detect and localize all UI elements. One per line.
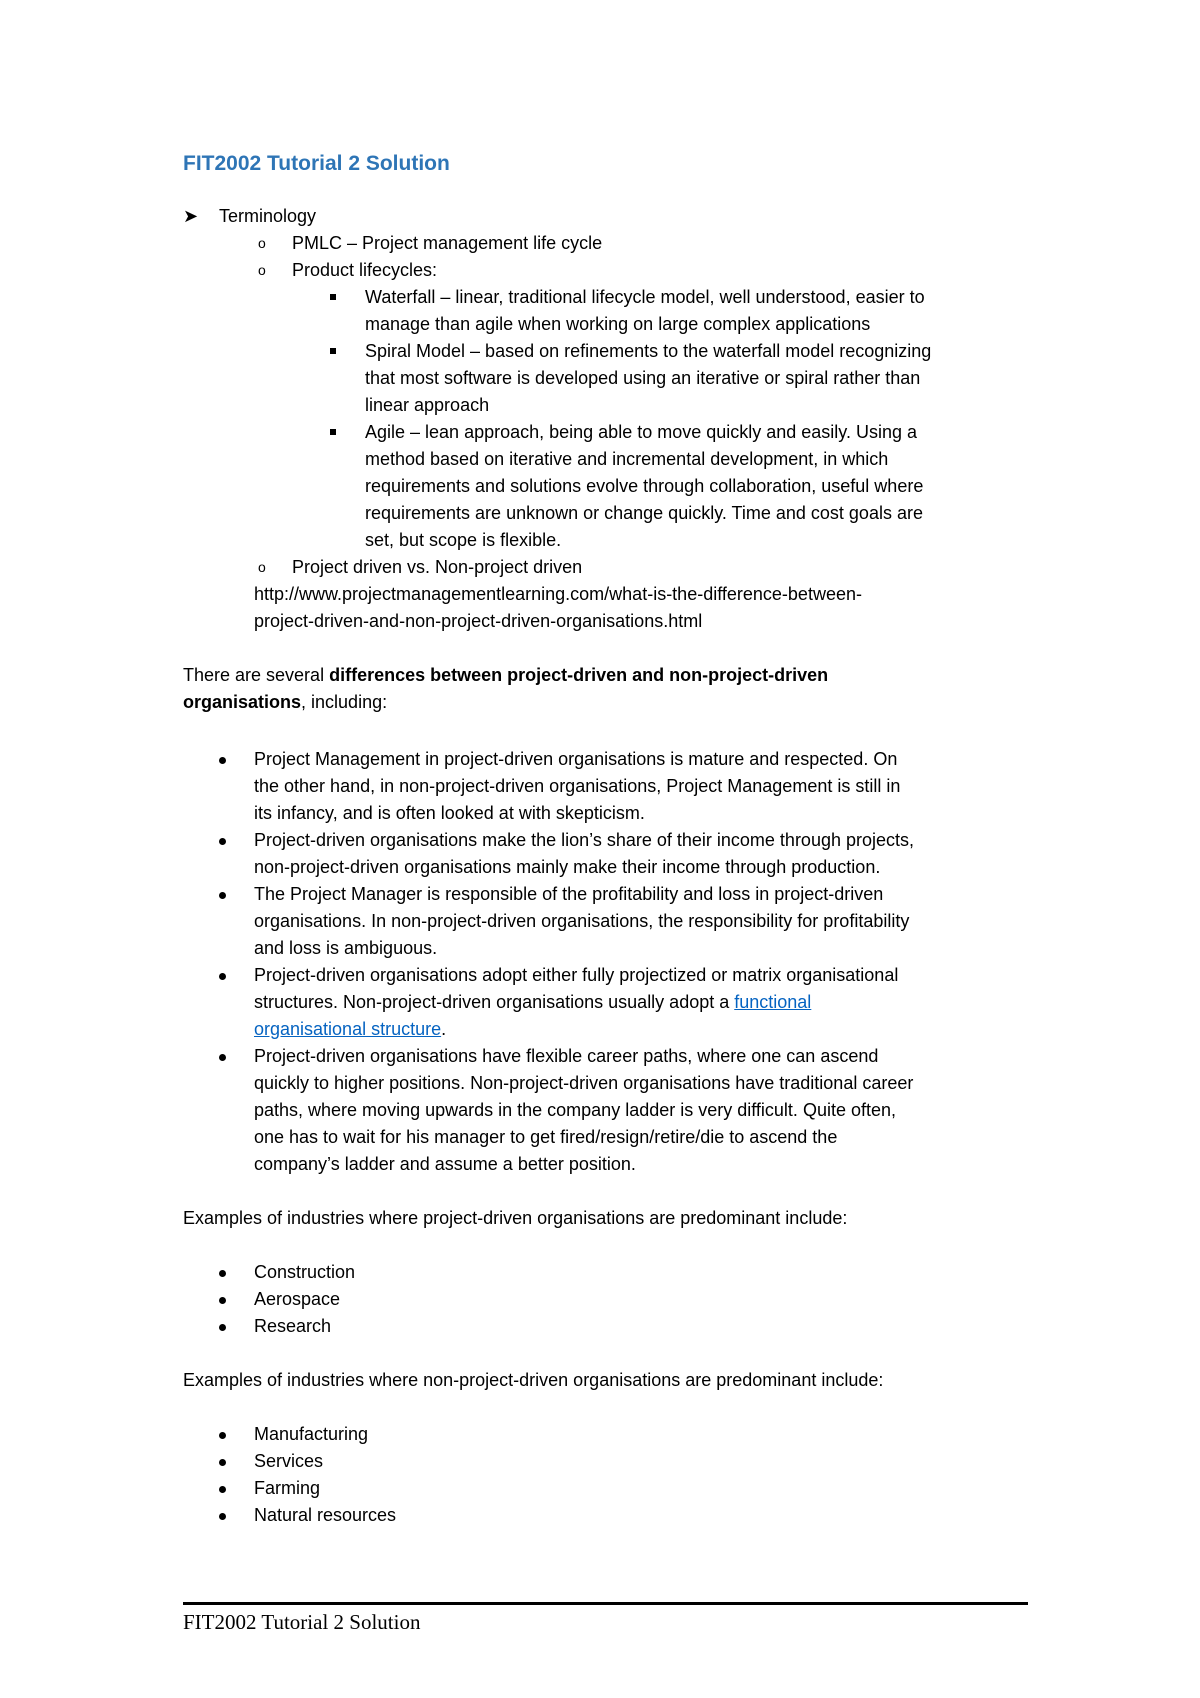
agile-line: requirements are unknown or change quickly. Time and cost goals are — [365, 503, 923, 523]
disc-bullet-icon — [219, 757, 226, 764]
difference-line: company’s ladder and assume a better position. — [254, 1154, 636, 1174]
square-bullet-icon — [330, 348, 336, 354]
footer-title: FIT2002 Tutorial 2 Solution — [183, 1610, 421, 1634]
intro-line-2 — [183, 689, 387, 716]
terminology-heading: Terminology — [219, 206, 317, 226]
circle-bullet-icon: o — [258, 262, 266, 278]
circle-bullet-icon: o — [258, 235, 266, 251]
difference-line: organisations. In non-project-driven organisations, the responsibility for profitability — [254, 911, 910, 931]
disc-bullet-icon — [219, 838, 226, 845]
list-item: Manufacturing — [254, 1424, 369, 1444]
list-item: Construction — [254, 1262, 356, 1282]
list-item: Farming — [254, 1478, 321, 1498]
intro-prefix: There are several — [183, 665, 330, 685]
difference-line: The Project Manager is responsible of the profitability and loss in project-driven — [254, 884, 884, 904]
difference-line: Project-driven organisations make the lion’s share of their income through projects, — [254, 830, 915, 850]
difference-line: one has to wait for his manager to get fired/resign/retire/die to ascend the — [254, 1127, 838, 1147]
difference-line — [254, 1016, 446, 1043]
disc-bullet-icon — [219, 973, 226, 980]
product-lifecycles-item: Product lifecycles: — [292, 260, 438, 280]
spiral-line: that most software is developed using an iterative or spiral rather than — [365, 368, 921, 388]
waterfall-line: manage than agile when working on large complex applications — [365, 314, 871, 334]
waterfall-line: Waterfall – linear, traditional lifecycle model, well understood, easier to — [365, 287, 925, 307]
disc-bullet-icon — [219, 1297, 226, 1304]
project-driven-item: Project driven vs. Non-project driven — [292, 557, 583, 577]
difference-line: Project-driven organisations have flexible career paths, where one can ascend — [254, 1046, 879, 1066]
disc-bullet-icon — [219, 892, 226, 899]
arrow-bullet-icon: ➤ — [183, 206, 199, 226]
pmlc-item: PMLC – Project management life cycle — [292, 233, 603, 253]
intro-line-1 — [183, 662, 828, 689]
functional-structure-link[interactable]: functional — [734, 992, 812, 1012]
difference-line: quickly to higher positions. Non-project-driven organisations have traditional career — [254, 1073, 914, 1093]
functional-structure-link[interactable]: organisational structure — [254, 1019, 442, 1039]
circle-bullet-icon: o — [258, 559, 266, 575]
difference-line: its infancy, and is often looked at with skepticism. — [254, 803, 645, 823]
spiral-line: linear approach — [365, 395, 490, 415]
reference-url-line: http://www.projectmanagementlearning.com/what-is-the-difference-between- — [254, 584, 862, 604]
agile-line: requirements and solutions evolve through collaboration, useful where — [365, 476, 924, 496]
agile-line: Agile – lean approach, being able to move quickly and easily. Using a — [365, 422, 918, 442]
list-item: Services — [254, 1451, 324, 1471]
agile-line: method based on iterative and incremental development, in which — [365, 449, 889, 469]
difference-line: Project-driven organisations adopt either fully projectized or matrix organisational — [254, 965, 899, 985]
intro-bold: differences between project-driven and non-project-driven — [329, 665, 829, 685]
square-bullet-icon — [330, 429, 336, 435]
intro-bold: organisations — [183, 692, 302, 712]
list-item: Aerospace — [254, 1289, 341, 1309]
spiral-line: Spiral Model – based on refinements to the waterfall model recognizing — [365, 341, 932, 361]
project-examples-heading: Examples of industries where project-driven organisations are predominant include: — [183, 1208, 848, 1228]
difference-line: Project Management in project-driven organisations is mature and respected. On — [254, 749, 898, 769]
difference-line: the other hand, in non-project-driven organisations, Project Management is still in — [254, 776, 901, 796]
square-bullet-icon — [330, 294, 336, 300]
agile-line: set, but scope is flexible. — [365, 530, 562, 550]
difference-line: paths, where moving upwards in the company ladder is very difficult. Quite often, — [254, 1100, 896, 1120]
difference-line — [254, 989, 811, 1016]
disc-bullet-icon — [219, 1270, 226, 1277]
intro-suffix: , including: — [301, 692, 388, 712]
footer-divider — [183, 1602, 1028, 1605]
disc-bullet-icon — [219, 1513, 226, 1520]
list-item: Research — [254, 1316, 332, 1336]
disc-bullet-icon — [219, 1432, 226, 1439]
document-title: FIT2002 Tutorial 2 Solution — [183, 152, 450, 175]
reference-url-line: project-driven-and-non-project-driven-organisations.html — [254, 611, 703, 631]
disc-bullet-icon — [219, 1324, 226, 1331]
disc-bullet-icon — [219, 1459, 226, 1466]
difference-text: structures. Non-project-driven organisations usually adopt a — [254, 992, 735, 1012]
disc-bullet-icon — [219, 1054, 226, 1061]
list-item: Natural resources — [254, 1505, 397, 1525]
non-project-examples-heading: Examples of industries where non-project-driven organisations are predominant include: — [183, 1370, 884, 1390]
difference-line: non-project-driven organisations mainly make their income through production. — [254, 857, 881, 877]
difference-line: and loss is ambiguous. — [254, 938, 438, 958]
disc-bullet-icon — [219, 1486, 226, 1493]
difference-text: . — [441, 1019, 447, 1039]
